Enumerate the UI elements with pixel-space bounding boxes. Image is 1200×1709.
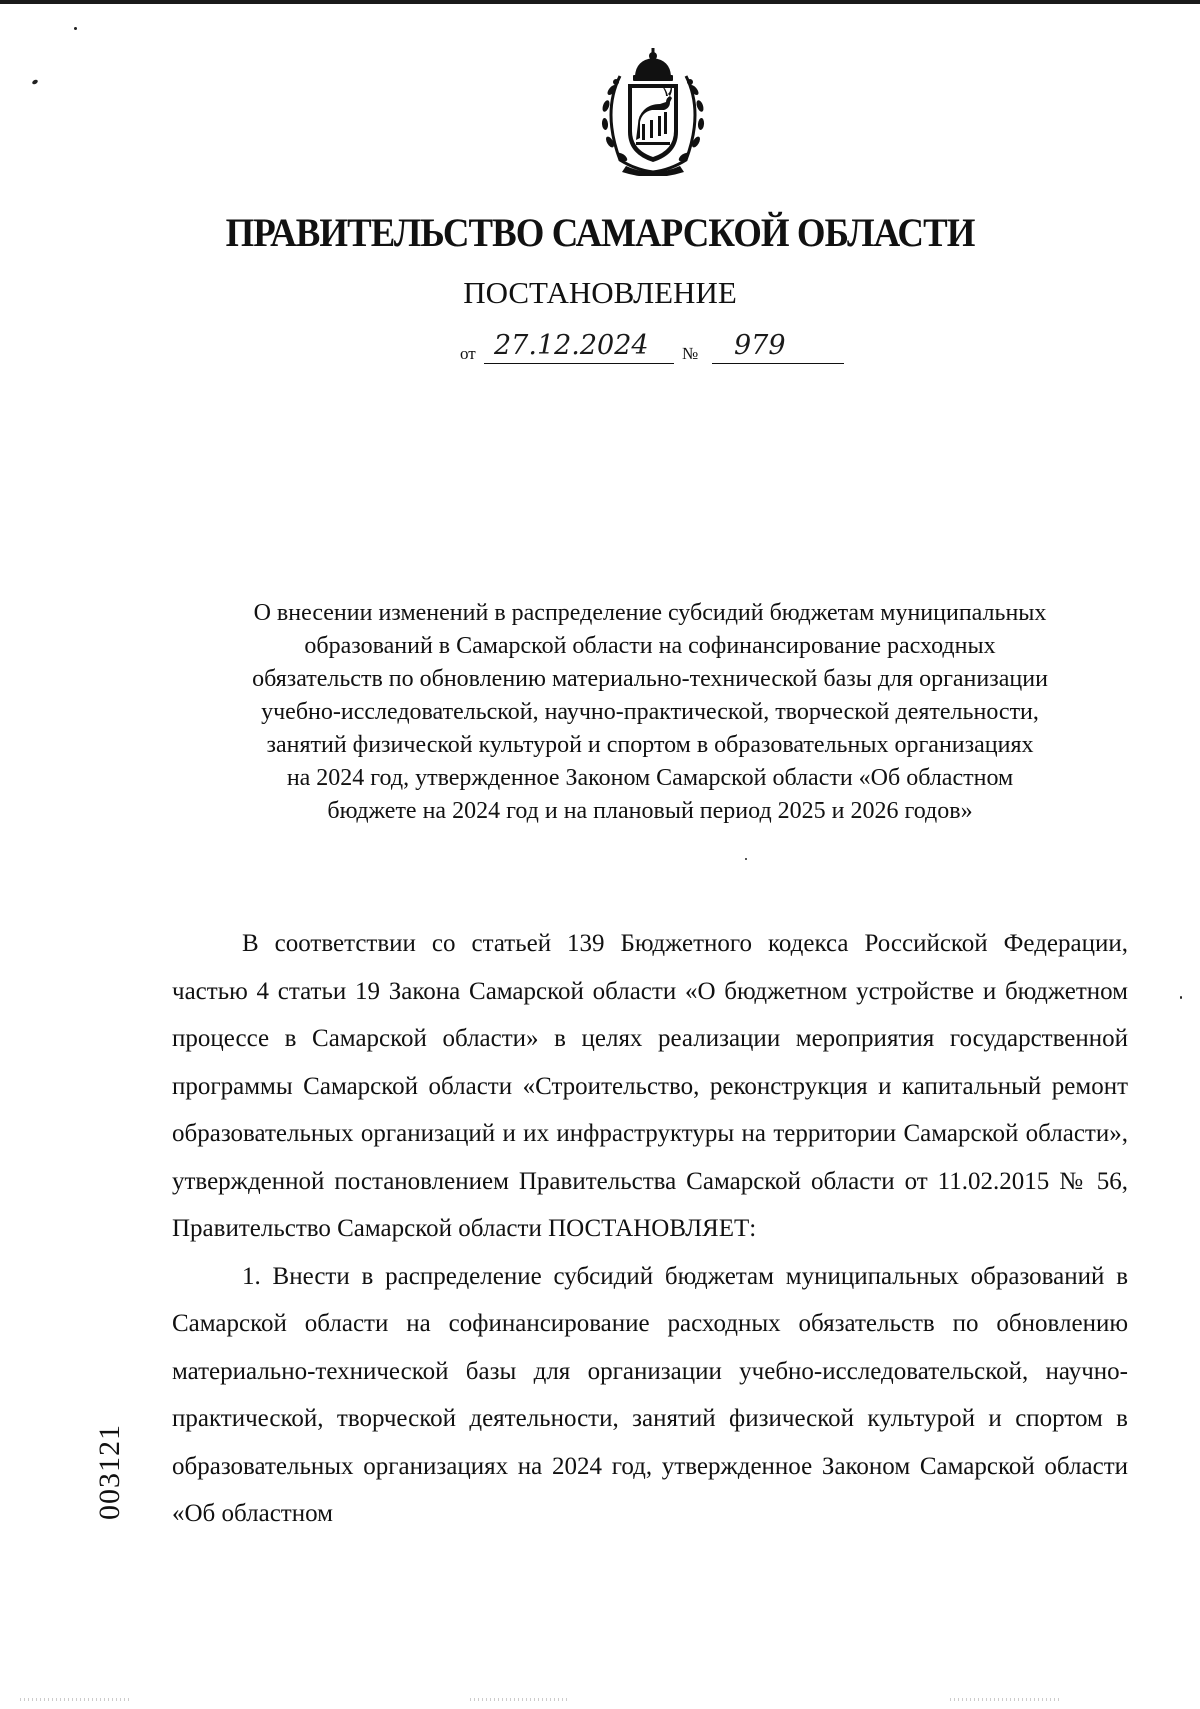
document-type: ПОСТАНОВЛЕНИЕ xyxy=(463,275,737,310)
subject-line: на 2024 год, утвержденное Законом Самарской области «Об областном xyxy=(286,765,1014,791)
government-title: ПРАВИТЕЛЬСТВО САМАРСКОЙ ОБЛАСТИ xyxy=(225,210,975,255)
scan-artifact xyxy=(470,1698,570,1701)
scan-speck xyxy=(31,79,38,85)
document-body xyxy=(172,920,1128,1538)
subject-line: О внесении изменений в распределение субсидий бюджетам муниципальных xyxy=(253,600,1047,626)
handwritten-date: 27.12.2024 xyxy=(494,330,649,361)
number-sign-label: № xyxy=(682,344,699,363)
subject-line: учебно-исследовательской, научно-практической, творческой деятельности, xyxy=(261,699,1039,725)
number-field xyxy=(712,329,844,364)
samara-coat-of-arms-icon xyxy=(586,42,720,176)
scan-speck xyxy=(745,858,747,860)
date-from-label: от xyxy=(460,344,476,363)
subject-line: занятий физической культурой и спортом в образовательных организациях xyxy=(266,732,1034,758)
scan-speck xyxy=(74,27,77,30)
document-subject xyxy=(170,597,1130,828)
page-top-border xyxy=(0,0,1200,4)
date-field xyxy=(484,329,674,364)
handwritten-number: 979 xyxy=(734,330,786,361)
subject-line: обязательств по обновлению материально-технической базы для организации xyxy=(252,666,1048,692)
date-number-line xyxy=(460,330,850,370)
scan-artifact xyxy=(950,1698,1060,1701)
side-serial-number: 003121 xyxy=(93,1424,126,1520)
scan-speck xyxy=(1180,996,1182,999)
subject-line: образований в Самарской области на софинансирование расходных xyxy=(304,633,996,659)
body-paragraph: В соответствии со статьей 139 Бюджетного кодекса Российской Федерации, частью 4 статьи 19 Закона Самарской области «О бюджетном устройстве и бюджетном процессе в Самарской области» в целях реализации мероприятия государственной программы Самарской области «Строительство, реконструкция и капитальный ремонт образовательных организаций и их инфраструктуры на территории Самарской области», утвержденной постановлением Правительства Самарской области от 11.02.2015 № 56, Правительство Самарской области ПОСТАНОВЛЯЕТ: xyxy=(172,930,1128,1242)
scan-artifact xyxy=(20,1698,130,1701)
body-paragraph: 1. Внести в распределение субсидий бюджетам муниципальных образований в Самарской области на софинансирование расходных обязательств по обновлению материально-технической базы для организации учебно-исследовательской, научно-практической, творческой деятельности, занятий физической культурой и спортом в образовательных организациях на 2024 год, утвержденное Законом Самарской области «Об областном xyxy=(172,1262,1128,1527)
subject-line: бюджете на 2024 год и на плановый период 2025 и 2026 годов» xyxy=(327,798,973,824)
coat-of-arms-emblem xyxy=(586,42,720,176)
